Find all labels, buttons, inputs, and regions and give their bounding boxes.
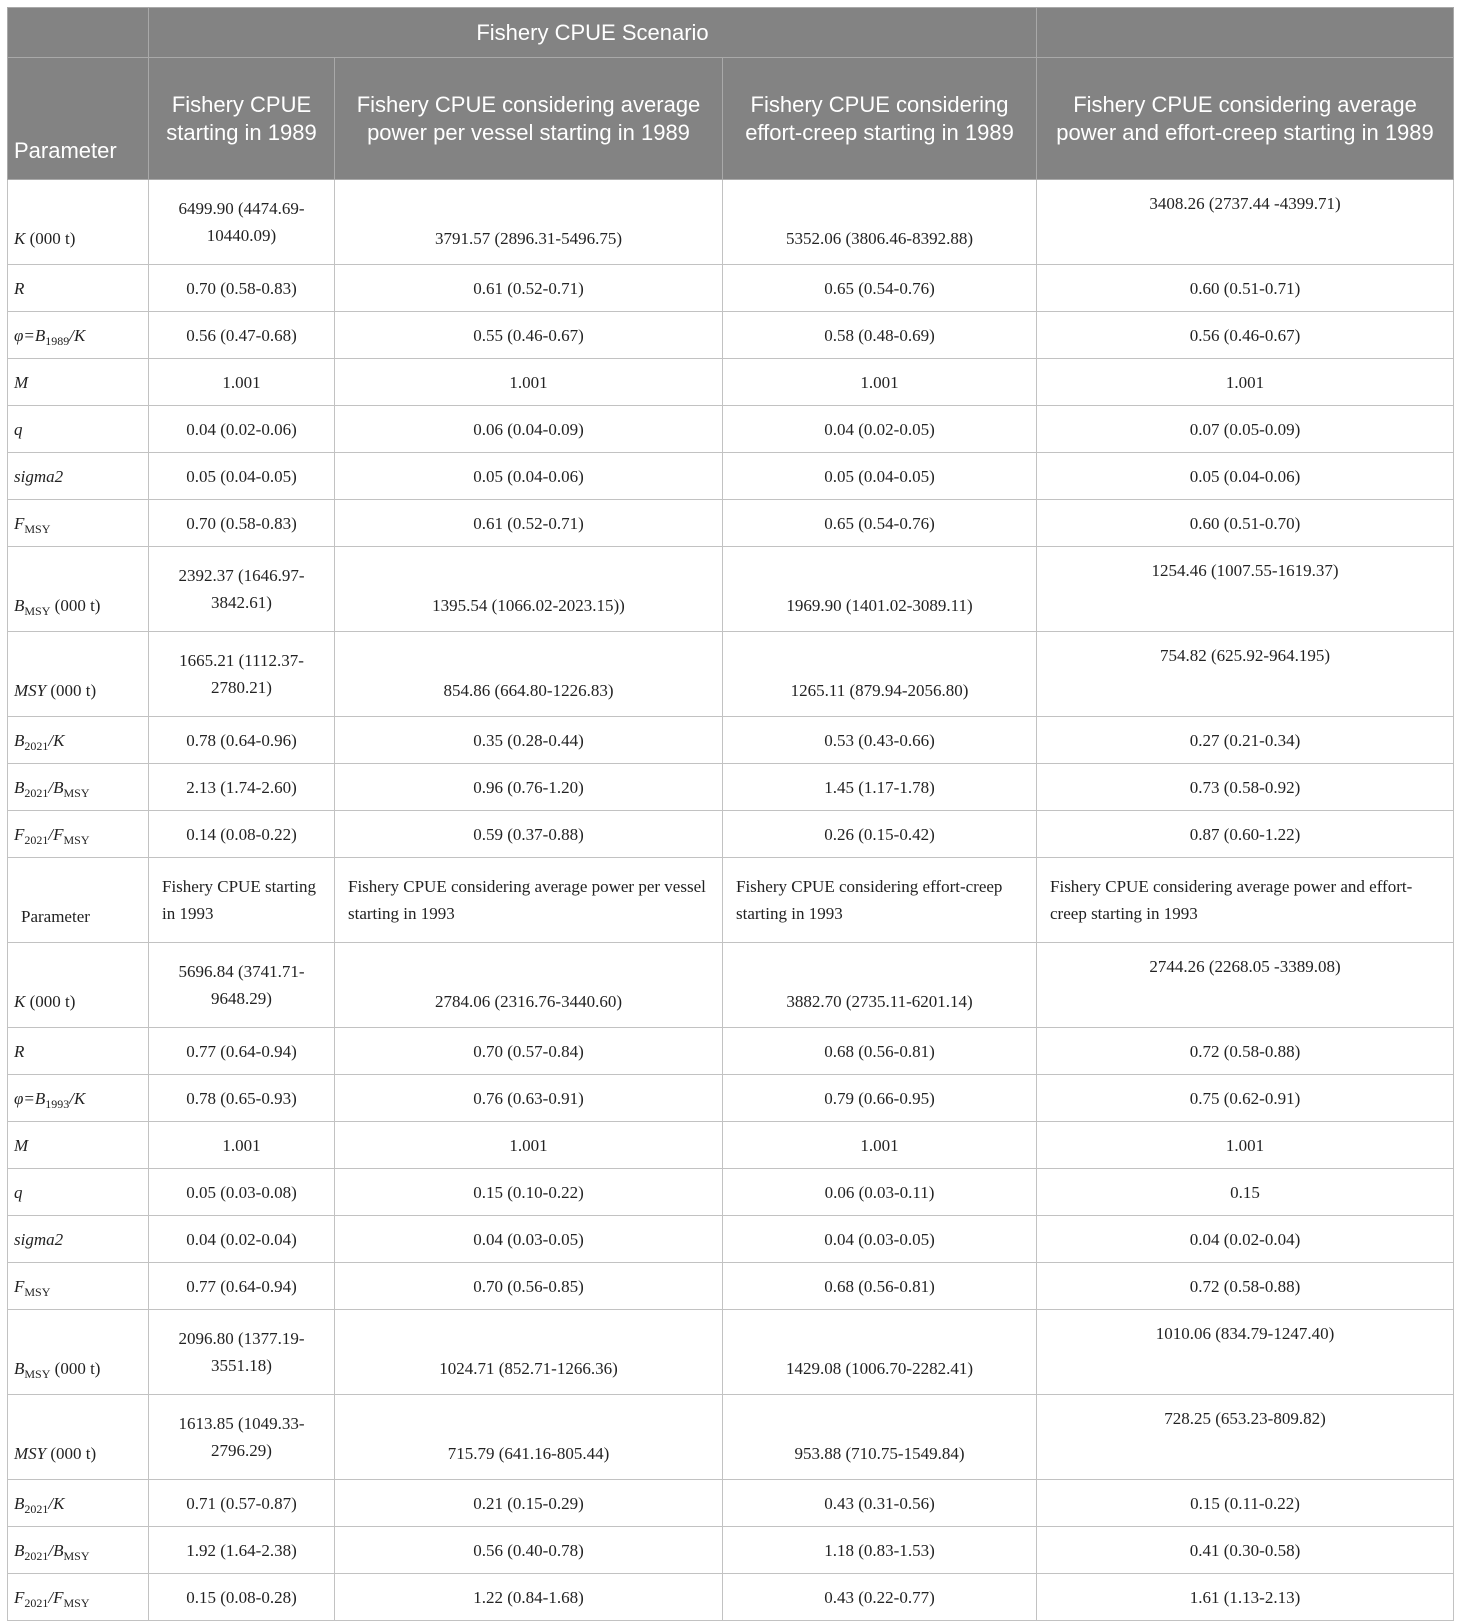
value-cell: 0.76 (0.63-0.91) <box>335 1075 723 1122</box>
value-cell: 0.05 (0.04-0.06) <box>1037 453 1454 500</box>
value-cell: 0.15 (0.11-0.22) <box>1037 1480 1454 1527</box>
value-cell: 1.92 (1.64-2.38) <box>149 1527 335 1574</box>
table-row <box>8 265 1454 312</box>
value-cell: 0.59 (0.37-0.88) <box>335 811 723 858</box>
table-row <box>8 1028 1454 1075</box>
value-cell: 0.70 (0.58-0.83) <box>149 500 335 547</box>
table-row <box>8 547 1454 632</box>
value-cell: 728.25 (653.23-809.82) <box>1037 1395 1454 1480</box>
table-row <box>8 500 1454 547</box>
parameter-unit: (000 t) <box>50 1359 101 1378</box>
value-cell: 1613.85 (1049.33-2796.29) <box>149 1395 335 1480</box>
value-cell: 0.15 (0.08-0.28) <box>149 1574 335 1621</box>
parameter-sub: MSY <box>24 604 51 618</box>
value-cell: 0.56 (0.40-0.78) <box>335 1527 723 1574</box>
parameter-param: K <box>14 229 26 248</box>
parameter-param: φ=B <box>14 1088 46 1108</box>
parameter-sub: 1989 <box>45 333 70 348</box>
parameter-unit: (000 t) <box>25 992 76 1011</box>
parameter-param: q <box>14 419 23 439</box>
value-cell: 1.22 (0.84-1.68) <box>335 1574 723 1621</box>
value-cell: 2.13 (1.74-2.60) <box>149 764 335 811</box>
value-cell: 0.60 (0.51-0.71) <box>1037 265 1454 312</box>
table-row <box>8 312 1454 359</box>
header-row-columns <box>8 58 1454 180</box>
parameter-tail: /K <box>69 1088 86 1108</box>
table-row <box>8 1263 1454 1310</box>
value-cell: 0.79 (0.66-0.95) <box>723 1075 1037 1122</box>
parameter-param: φ=B <box>14 325 46 345</box>
parameter-cell <box>8 764 149 811</box>
parameter-param: F <box>14 824 25 844</box>
parameter-cell <box>8 1122 149 1169</box>
value-cell: 6499.90 (4474.69-10440.09) <box>149 180 335 265</box>
value-cell: 0.04 (0.02-0.06) <box>149 406 335 453</box>
value-cell: 1254.46 (1007.55-1619.37) <box>1037 547 1454 632</box>
value-cell: 0.27 (0.21-0.34) <box>1037 717 1454 764</box>
value-cell: 0.72 (0.58-0.88) <box>1037 1028 1454 1075</box>
parameter-sub: 2021 <box>24 738 49 753</box>
value-cell: 0.78 (0.64-0.96) <box>149 717 335 764</box>
value-cell: 0.05 (0.04-0.05) <box>149 453 335 500</box>
parameter-cell <box>8 1263 149 1310</box>
table-row <box>8 1075 1454 1122</box>
value-cell: 3408.26 (2737.44 -4399.71) <box>1037 180 1454 265</box>
parameter-cell <box>8 1480 149 1527</box>
value-cell: 854.86 (664.80-1226.83) <box>335 632 723 717</box>
value-cell: 1.61 (1.13-2.13) <box>1037 1574 1454 1621</box>
value-cell: 1.18 (0.83-1.53) <box>723 1527 1037 1574</box>
table-row <box>8 1122 1454 1169</box>
value-cell: 0.96 (0.76-1.20) <box>335 764 723 811</box>
parameter-cell <box>8 1216 149 1263</box>
value-cell: 0.04 (0.02-0.05) <box>723 406 1037 453</box>
column-header: Fishery CPUE starting in 1989 <box>149 58 335 180</box>
value-cell: 0.56 (0.46-0.67) <box>1037 312 1454 359</box>
parameter-unit: (000 t) <box>46 681 97 700</box>
parameter-tail: /K <box>48 1493 65 1513</box>
header-empty-cell <box>8 8 149 58</box>
parameter-param: B <box>14 730 25 750</box>
parameter-cell <box>8 1310 149 1395</box>
column-subheader: Fishery CPUE considering average power per vessel starting in 1993 <box>335 858 723 943</box>
parameter-unit: (000 t) <box>46 1444 97 1463</box>
parameter-cell <box>8 811 149 858</box>
parameter-param: B <box>14 1540 25 1560</box>
column-header: Fishery CPUE considering effort-creep starting in 1989 <box>723 58 1037 180</box>
value-cell: 1.001 <box>723 359 1037 406</box>
value-cell: 0.71 (0.57-0.87) <box>149 1480 335 1527</box>
parameter-sub: 2021 <box>24 785 49 800</box>
block-1989 <box>8 180 1454 858</box>
parameter-param: K <box>14 992 26 1011</box>
parameter-param: sigma2 <box>14 466 64 486</box>
table-row <box>8 811 1454 858</box>
value-cell: 953.88 (710.75-1549.84) <box>723 1395 1037 1480</box>
value-cell: 1.001 <box>723 1122 1037 1169</box>
block-1993 <box>8 943 1454 1621</box>
value-cell: 0.73 (0.58-0.92) <box>1037 764 1454 811</box>
value-cell: 0.75 (0.62-0.91) <box>1037 1075 1454 1122</box>
table-row <box>8 1480 1454 1527</box>
parameter-param: sigma2 <box>14 1229 64 1249</box>
parameter-sub: 2021 <box>24 832 49 847</box>
value-cell: 0.05 (0.04-0.05) <box>723 453 1037 500</box>
parameter-unit: (000 t) <box>25 229 76 248</box>
value-cell: 0.15 <box>1037 1169 1454 1216</box>
parameter-cell <box>8 547 149 632</box>
parameter-sub: 2021 <box>24 1595 49 1610</box>
header-row-scenario <box>8 8 1454 58</box>
value-cell: 0.15 (0.10-0.22) <box>335 1169 723 1216</box>
value-cell: 0.65 (0.54-0.76) <box>723 265 1037 312</box>
subheader-1993 <box>8 858 1454 943</box>
table-row <box>8 764 1454 811</box>
value-cell: 5696.84 (3741.71-9648.29) <box>149 943 335 1028</box>
parameter-table <box>7 7 1454 1621</box>
column-subheader: Fishery CPUE considering average power and effort-creep starting in 1993 <box>1037 858 1454 943</box>
parameter-sub: 2021 <box>24 1501 49 1516</box>
table-row <box>8 406 1454 453</box>
table-row <box>8 1527 1454 1574</box>
value-cell: 0.55 (0.46-0.67) <box>335 312 723 359</box>
parameter-sub: 2021 <box>24 1548 49 1563</box>
value-cell: 0.68 (0.56-0.81) <box>723 1028 1037 1075</box>
parameter-cell <box>8 717 149 764</box>
subheader-row <box>8 858 1454 943</box>
column-subheader: Fishery CPUE considering effort-creep starting in 1993 <box>723 858 1037 943</box>
value-cell: 1.001 <box>1037 1122 1454 1169</box>
value-cell: 0.60 (0.51-0.70) <box>1037 500 1454 547</box>
value-cell: 0.87 (0.60-1.22) <box>1037 811 1454 858</box>
value-cell: 0.26 (0.15-0.42) <box>723 811 1037 858</box>
parameter-cell <box>8 943 149 1028</box>
value-cell: 0.05 (0.04-0.06) <box>335 453 723 500</box>
value-cell: 1.45 (1.17-1.78) <box>723 764 1037 811</box>
parameter-cell <box>8 1395 149 1480</box>
value-cell: 0.14 (0.08-0.22) <box>149 811 335 858</box>
parameter-sub: MSY <box>24 1367 51 1381</box>
value-cell: 0.04 (0.02-0.04) <box>1037 1216 1454 1263</box>
value-cell: 0.65 (0.54-0.76) <box>723 500 1037 547</box>
parameter-param: R <box>14 1041 25 1061</box>
table-row <box>8 359 1454 406</box>
parameter-param: F <box>14 1276 25 1296</box>
value-cell: 1.001 <box>149 359 335 406</box>
value-cell: 1665.21 (1112.37-2780.21) <box>149 632 335 717</box>
table-row <box>8 632 1454 717</box>
value-cell: 0.07 (0.05-0.09) <box>1037 406 1454 453</box>
table-row <box>8 1395 1454 1480</box>
parameter-tail: /K <box>69 325 86 345</box>
scenario-title: Fishery CPUE Scenario <box>149 8 1037 58</box>
parameter-sub: MSY <box>24 1284 51 1299</box>
parameter-sub: MSY <box>24 521 51 536</box>
value-cell: 2096.80 (1377.19-3551.18) <box>149 1310 335 1395</box>
value-cell: 2744.26 (2268.05 -3389.08) <box>1037 943 1454 1028</box>
parameter-param: q <box>14 1182 23 1202</box>
value-cell: 0.70 (0.57-0.84) <box>335 1028 723 1075</box>
parameter-cell <box>8 453 149 500</box>
column-header: Fishery CPUE considering average power and effort-creep starting in 1989 <box>1037 58 1454 180</box>
table-row <box>8 1310 1454 1395</box>
value-cell: 1265.11 (879.94-2056.80) <box>723 632 1037 717</box>
parameter-header: Parameter <box>8 58 149 180</box>
parameter-param: B <box>14 1359 25 1378</box>
value-cell: 5352.06 (3806.46-8392.88) <box>723 180 1037 265</box>
table-row <box>8 943 1454 1028</box>
value-cell: 0.04 (0.02-0.04) <box>149 1216 335 1263</box>
parameter-param: M <box>14 1135 29 1155</box>
value-cell: 1429.08 (1006.70-2282.41) <box>723 1310 1037 1395</box>
parameter-tail: /B <box>48 777 64 797</box>
parameter-cell <box>8 632 149 717</box>
value-cell: 0.70 (0.56-0.85) <box>335 1263 723 1310</box>
table-row <box>8 1169 1454 1216</box>
parameter-sub2: MSY <box>63 785 90 800</box>
value-cell: 1.001 <box>149 1122 335 1169</box>
parameter-param: B <box>14 1493 25 1513</box>
parameter-unit: (000 t) <box>50 596 101 615</box>
value-cell: 2784.06 (2316.76-3440.60) <box>335 943 723 1028</box>
value-cell: 0.58 (0.48-0.69) <box>723 312 1037 359</box>
value-cell: 0.06 (0.03-0.11) <box>723 1169 1037 1216</box>
value-cell: 0.68 (0.56-0.81) <box>723 1263 1037 1310</box>
value-cell: 0.72 (0.58-0.88) <box>1037 1263 1454 1310</box>
table-row <box>8 1574 1454 1621</box>
parameter-sub2: MSY <box>63 832 90 847</box>
value-cell: 1395.54 (1066.02-2023.15)) <box>335 547 723 632</box>
value-cell: 3882.70 (2735.11-6201.14) <box>723 943 1037 1028</box>
value-cell: 0.06 (0.04-0.09) <box>335 406 723 453</box>
parameter-cell <box>8 1075 149 1122</box>
parameter-cell <box>8 1028 149 1075</box>
value-cell: 3791.57 (2896.31-5496.75) <box>335 180 723 265</box>
parameter-param: B <box>14 596 25 615</box>
parameter-param: F <box>14 1587 25 1607</box>
parameter-subheader: Parameter <box>8 858 149 943</box>
parameter-cell <box>8 180 149 265</box>
value-cell: 1010.06 (834.79-1247.40) <box>1037 1310 1454 1395</box>
parameter-tail: /F <box>48 824 64 844</box>
value-cell: 0.35 (0.28-0.44) <box>335 717 723 764</box>
parameter-sub2: MSY <box>63 1595 90 1610</box>
value-cell: 1969.90 (1401.02-3089.11) <box>723 547 1037 632</box>
parameter-cell <box>8 312 149 359</box>
column-header: Fishery CPUE considering average power per vessel starting in 1989 <box>335 58 723 180</box>
header-empty-cell <box>1037 8 1454 58</box>
value-cell: 0.77 (0.64-0.94) <box>149 1028 335 1075</box>
parameter-param: M <box>14 372 29 392</box>
parameter-cell <box>8 1574 149 1621</box>
parameter-cell <box>8 406 149 453</box>
parameter-cell <box>8 1169 149 1216</box>
value-cell: 0.05 (0.03-0.08) <box>149 1169 335 1216</box>
parameter-tail: /K <box>48 730 65 750</box>
value-cell: 0.61 (0.52-0.71) <box>335 265 723 312</box>
value-cell: 0.53 (0.43-0.66) <box>723 717 1037 764</box>
value-cell: 715.79 (641.16-805.44) <box>335 1395 723 1480</box>
value-cell: 0.43 (0.22-0.77) <box>723 1574 1037 1621</box>
parameter-cell <box>8 500 149 547</box>
parameter-param: B <box>14 777 25 797</box>
parameter-sub2: MSY <box>63 1548 90 1563</box>
table-row <box>8 180 1454 265</box>
value-cell: 0.61 (0.52-0.71) <box>335 500 723 547</box>
value-cell: 0.21 (0.15-0.29) <box>335 1480 723 1527</box>
parameter-cell <box>8 265 149 312</box>
value-cell: 754.82 (625.92-964.195) <box>1037 632 1454 717</box>
value-cell: 0.78 (0.65-0.93) <box>149 1075 335 1122</box>
table-row <box>8 717 1454 764</box>
value-cell: 0.04 (0.03-0.05) <box>723 1216 1037 1263</box>
parameter-param: R <box>14 278 25 298</box>
value-cell: 0.70 (0.58-0.83) <box>149 265 335 312</box>
value-cell: 1.001 <box>335 359 723 406</box>
parameter-tail: /B <box>48 1540 64 1560</box>
column-subheader: Fishery CPUE starting in 1993 <box>149 858 335 943</box>
value-cell: 0.04 (0.03-0.05) <box>335 1216 723 1263</box>
parameter-param: F <box>14 513 25 533</box>
value-cell: 2392.37 (1646.97-3842.61) <box>149 547 335 632</box>
parameter-tail: /F <box>48 1587 64 1607</box>
value-cell: 0.41 (0.30-0.58) <box>1037 1527 1454 1574</box>
value-cell: 1.001 <box>335 1122 723 1169</box>
value-cell: 0.56 (0.47-0.68) <box>149 312 335 359</box>
table-row <box>8 453 1454 500</box>
value-cell: 0.77 (0.64-0.94) <box>149 1263 335 1310</box>
parameter-cell <box>8 1527 149 1574</box>
parameter-param: MSY <box>14 1444 47 1463</box>
value-cell: 1024.71 (852.71-1266.36) <box>335 1310 723 1395</box>
value-cell: 0.43 (0.31-0.56) <box>723 1480 1037 1527</box>
parameter-cell <box>8 359 149 406</box>
table-row <box>8 1216 1454 1263</box>
parameter-param: MSY <box>14 681 47 700</box>
parameter-sub: 1993 <box>45 1096 70 1111</box>
value-cell: 1.001 <box>1037 359 1454 406</box>
